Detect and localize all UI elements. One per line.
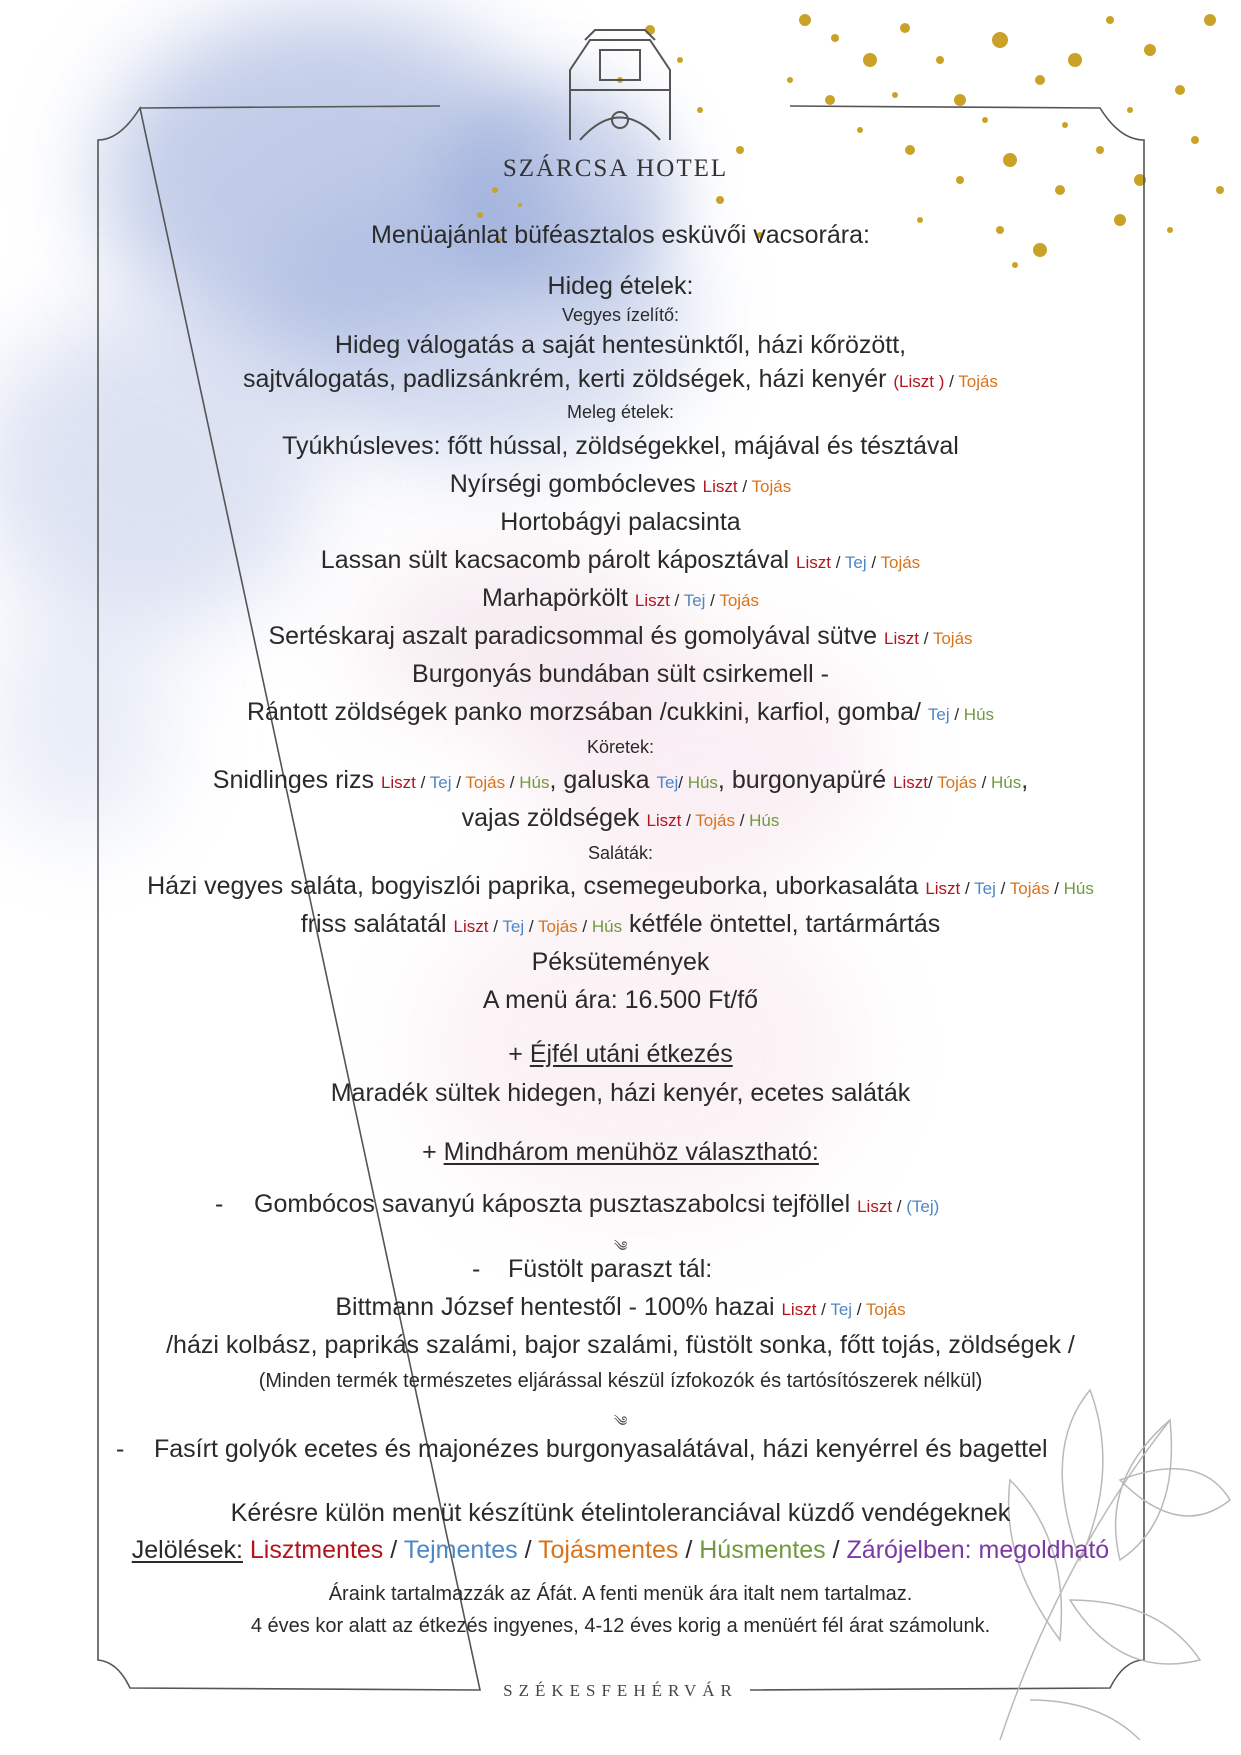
- allergen-tojas: Tojás: [937, 773, 977, 792]
- allergen-tojas: Tojás: [1009, 879, 1050, 898]
- request-note: Kérésre külön menüt készítünk ételintoleranciával küzdő vendégeknek: [230, 1499, 1011, 1527]
- ornament-icon: ༄: [613, 1413, 628, 1429]
- warm-item: Rántott zöldségek panko morzsában /cukkini, karfiol, gomba/ Tej / Hús: [246, 698, 995, 726]
- allergen-tojas: Tojás: [958, 372, 998, 391]
- koret-text: vajas zöldségek: [461, 804, 647, 832]
- allergen-tej-optional: (Tej): [906, 1197, 940, 1216]
- allergen-hus: Hús: [1063, 879, 1094, 898]
- option-3: Fasírt golyók ecetes és majonézes burgonyasalátával, házi kenyérrel és bagettel: [154, 1435, 1048, 1463]
- allergen-liszt: Liszt: [646, 811, 682, 830]
- allergen-liszt: Liszt: [893, 773, 929, 792]
- options-heading-text: Mindhárom menühöz választható:: [443, 1138, 819, 1166]
- koret-text: , burgonyapüré: [717, 766, 894, 794]
- vegyes-line-2: sajtválogatás, padlizsánkrém, kerti zöldségek, házi kenyér (Liszt ) / Tojás: [243, 365, 998, 393]
- legend: Jelölések: Lisztmentes / Tejmentes / Tojásmentes / Húsmentes / Zárójelben: megoldható: [131, 1536, 1110, 1564]
- warm-item-text: Rántott zöldségek panko morzsában /cukkini, karfiol, gomba/: [246, 698, 928, 726]
- allergen-hus: Hús: [687, 773, 718, 792]
- allergen-tojas: Tojás: [465, 773, 506, 792]
- allergen-hus: Hús: [519, 773, 550, 792]
- warm-item: Marhapörkölt Liszt / Tej / Tojás: [482, 584, 759, 612]
- warm-item: Tyúkhúsleves: főtt hússal, zöldségekkel, májával és tésztával: [282, 432, 959, 460]
- option-dash: -: [472, 1255, 481, 1283]
- allergen-tojas: Tojás: [865, 1300, 906, 1319]
- allergen-tojas: Tojás: [538, 917, 578, 936]
- allergen-tojas: Tojás: [751, 477, 792, 496]
- warm-item: Burgonyás bundában sült csirkemell -: [412, 660, 829, 688]
- allergen-liszt: Liszt: [380, 773, 416, 792]
- allergen-liszt: (Liszt ): [893, 372, 945, 391]
- warm-item-text: Nyírségi gombócleves: [449, 470, 703, 498]
- salata-text: kétféle öntettel, tartármártás: [622, 910, 941, 938]
- footer-vat-note: Áraink tartalmazzák az Áfát. A fenti menük ára italt nem tartalmaz.: [328, 1583, 913, 1605]
- allergen-tej: Tej: [656, 773, 679, 792]
- hotel-name: SZÁRCSA HOTEL: [502, 155, 729, 182]
- warm-item: Nyírségi gombócleves Liszt / Tojás: [449, 470, 792, 498]
- koretek-line-1: Snidlinges rizs Liszt / Tej / Tojás / Hús, galuska Tej/ Hús, burgonyapüré Liszt/ Tojás / Hús,: [212, 766, 1029, 794]
- cold-heading: Hideg ételek:: [547, 272, 694, 300]
- koretek-heading: Köretek:: [586, 737, 655, 757]
- allergen-liszt: Liszt: [925, 879, 961, 898]
- allergen-tej: Tej: [844, 553, 867, 572]
- legend-label: Jelölések:: [131, 1536, 243, 1564]
- option-2-sub: Bittmann József hentestől - 100% hazai Liszt / Tej / Tojás: [335, 1293, 906, 1321]
- option-1: Gombócos savanyú káposzta pusztaszabolcsi tejföllel Liszt / (Tej): [254, 1190, 940, 1218]
- legend-tojas: Tojásmentes: [538, 1536, 679, 1564]
- allergen-tojas: Tojás: [880, 553, 921, 572]
- warm-item-text: Sertéskaraj aszalt paradicsommal és gomolyával sütve: [268, 622, 884, 650]
- option-text: Gombócos savanyú káposzta pusztaszabolcsi tejföllel: [254, 1190, 858, 1218]
- city-name: SZÉKESFEHÉRVÁR: [503, 1681, 738, 1700]
- plus-sign: +: [508, 1040, 530, 1068]
- allergen-tojas: Tojás: [695, 811, 735, 830]
- peksutemenyek: Péksütemények: [531, 948, 710, 976]
- allergen-hus: Hús: [991, 773, 1022, 792]
- option-2-note: (Minden termék természetes eljárással készül ízfokozók és tartósítószerek nélkül): [258, 1370, 983, 1392]
- allergen-liszt: Liszt: [884, 629, 919, 648]
- legend-hus: Húsmentes: [699, 1536, 826, 1564]
- allergen-liszt: Liszt: [857, 1197, 893, 1216]
- salatak-line-2: friss salátatál Liszt / Tej / Tojás / Hús kétféle öntettel, tartármártás: [300, 910, 941, 938]
- allergen-hus: Hús: [591, 917, 623, 936]
- vegyes-line-1: Hideg válogatás a saját hentesünktől, házi kőrözött,: [334, 331, 907, 359]
- allergen-tojas: Tojás: [932, 629, 973, 648]
- menu-price: A menü ára: 16.500 Ft/fő: [482, 986, 759, 1014]
- midnight-heading: [0, 1040, 1241, 1069]
- allergen-liszt: Liszt: [781, 1300, 817, 1319]
- salatak-heading: Saláták:: [587, 843, 654, 863]
- options-heading: [0, 1138, 1241, 1167]
- menu-title: Menüajánlat büféasztalos esküvői vacsorára:: [371, 221, 870, 249]
- allergen-hus: Hús: [749, 811, 780, 830]
- option-dash: -: [116, 1435, 125, 1463]
- koretek-line-2: vajas zöldségek Liszt / Tojás / Hús: [461, 804, 780, 832]
- warm-item: Sertéskaraj aszalt paradicsommal és gomolyával sütve Liszt / Tojás: [268, 622, 973, 650]
- allergen-liszt: Liszt: [634, 591, 670, 610]
- allergen-tej: Tej: [502, 917, 525, 936]
- warm-heading: Meleg ételek:: [566, 402, 675, 422]
- legend-tej: Tejmentes: [403, 1536, 518, 1564]
- warm-item: Hortobágyi palacsinta: [500, 508, 741, 536]
- salata-text: Házi vegyes saláta, bogyiszlói paprika, csemegeuborka, uborkasaláta: [147, 872, 926, 900]
- warm-item-text: Marhapörkölt: [482, 584, 635, 612]
- plus-sign: +: [422, 1138, 444, 1166]
- vegyes-line-2-text: sajtválogatás, padlizsánkrém, kerti zöldségek, házi kenyér: [243, 365, 894, 393]
- legend-zarojel: Zárójelben: megoldható: [846, 1536, 1110, 1564]
- warm-item-text: Lassan sült kacsacomb párolt káposztával: [320, 546, 797, 574]
- allergen-tej: Tej: [830, 1300, 853, 1319]
- allergen-liszt: Liszt: [453, 917, 489, 936]
- legend-liszt: Lisztmentes: [249, 1536, 384, 1564]
- ornament-icon: ༄: [613, 1238, 628, 1254]
- footer-age-note: 4 éves kor alatt az étkezés ingyenes, 4-12 éves korig a menüért fél árat számolunk.: [250, 1615, 991, 1637]
- allergen-liszt: Liszt: [796, 553, 832, 572]
- midnight-items: Maradék sültek hidegen, házi kenyér, ecetes saláták: [330, 1079, 911, 1107]
- midnight-heading-text: Éjfél utáni étkezés: [529, 1040, 733, 1068]
- allergen-tej: Tej: [974, 879, 996, 898]
- option-dash: -: [215, 1190, 224, 1218]
- salata-text: friss salátatál: [300, 910, 454, 938]
- koret-text: Snidlinges rizs: [212, 766, 381, 794]
- allergen-liszt: Liszt: [702, 477, 738, 496]
- option-text: Bittmann József hentestől - 100% hazai: [335, 1293, 782, 1321]
- warm-item: Lassan sült kacsacomb párolt káposztával Liszt / Tej / Tojás: [320, 546, 921, 574]
- option-2-items: /házi kolbász, paprikás szalámi, bajor szalámi, füstölt sonka, főtt tojás, zöldségek /: [166, 1331, 1075, 1359]
- allergen-tej: Tej: [683, 591, 706, 610]
- allergen-tej: Tej: [429, 773, 452, 792]
- allergen-tojas: Tojás: [719, 591, 759, 610]
- allergen-tej: Tej: [927, 705, 950, 724]
- salatak-line-1: Házi vegyes saláta, bogyiszlói paprika, csemegeuborka, uborkasaláta Liszt / Tej / Tojás / Hús: [147, 872, 1094, 900]
- vegyes-heading: Vegyes ízelítő:: [561, 305, 680, 325]
- koret-text: ,: [1021, 766, 1029, 794]
- koret-text: , galuska: [549, 766, 657, 794]
- allergen-hus: Hús: [963, 705, 995, 724]
- option-2: Füstölt paraszt tál:: [508, 1255, 713, 1283]
